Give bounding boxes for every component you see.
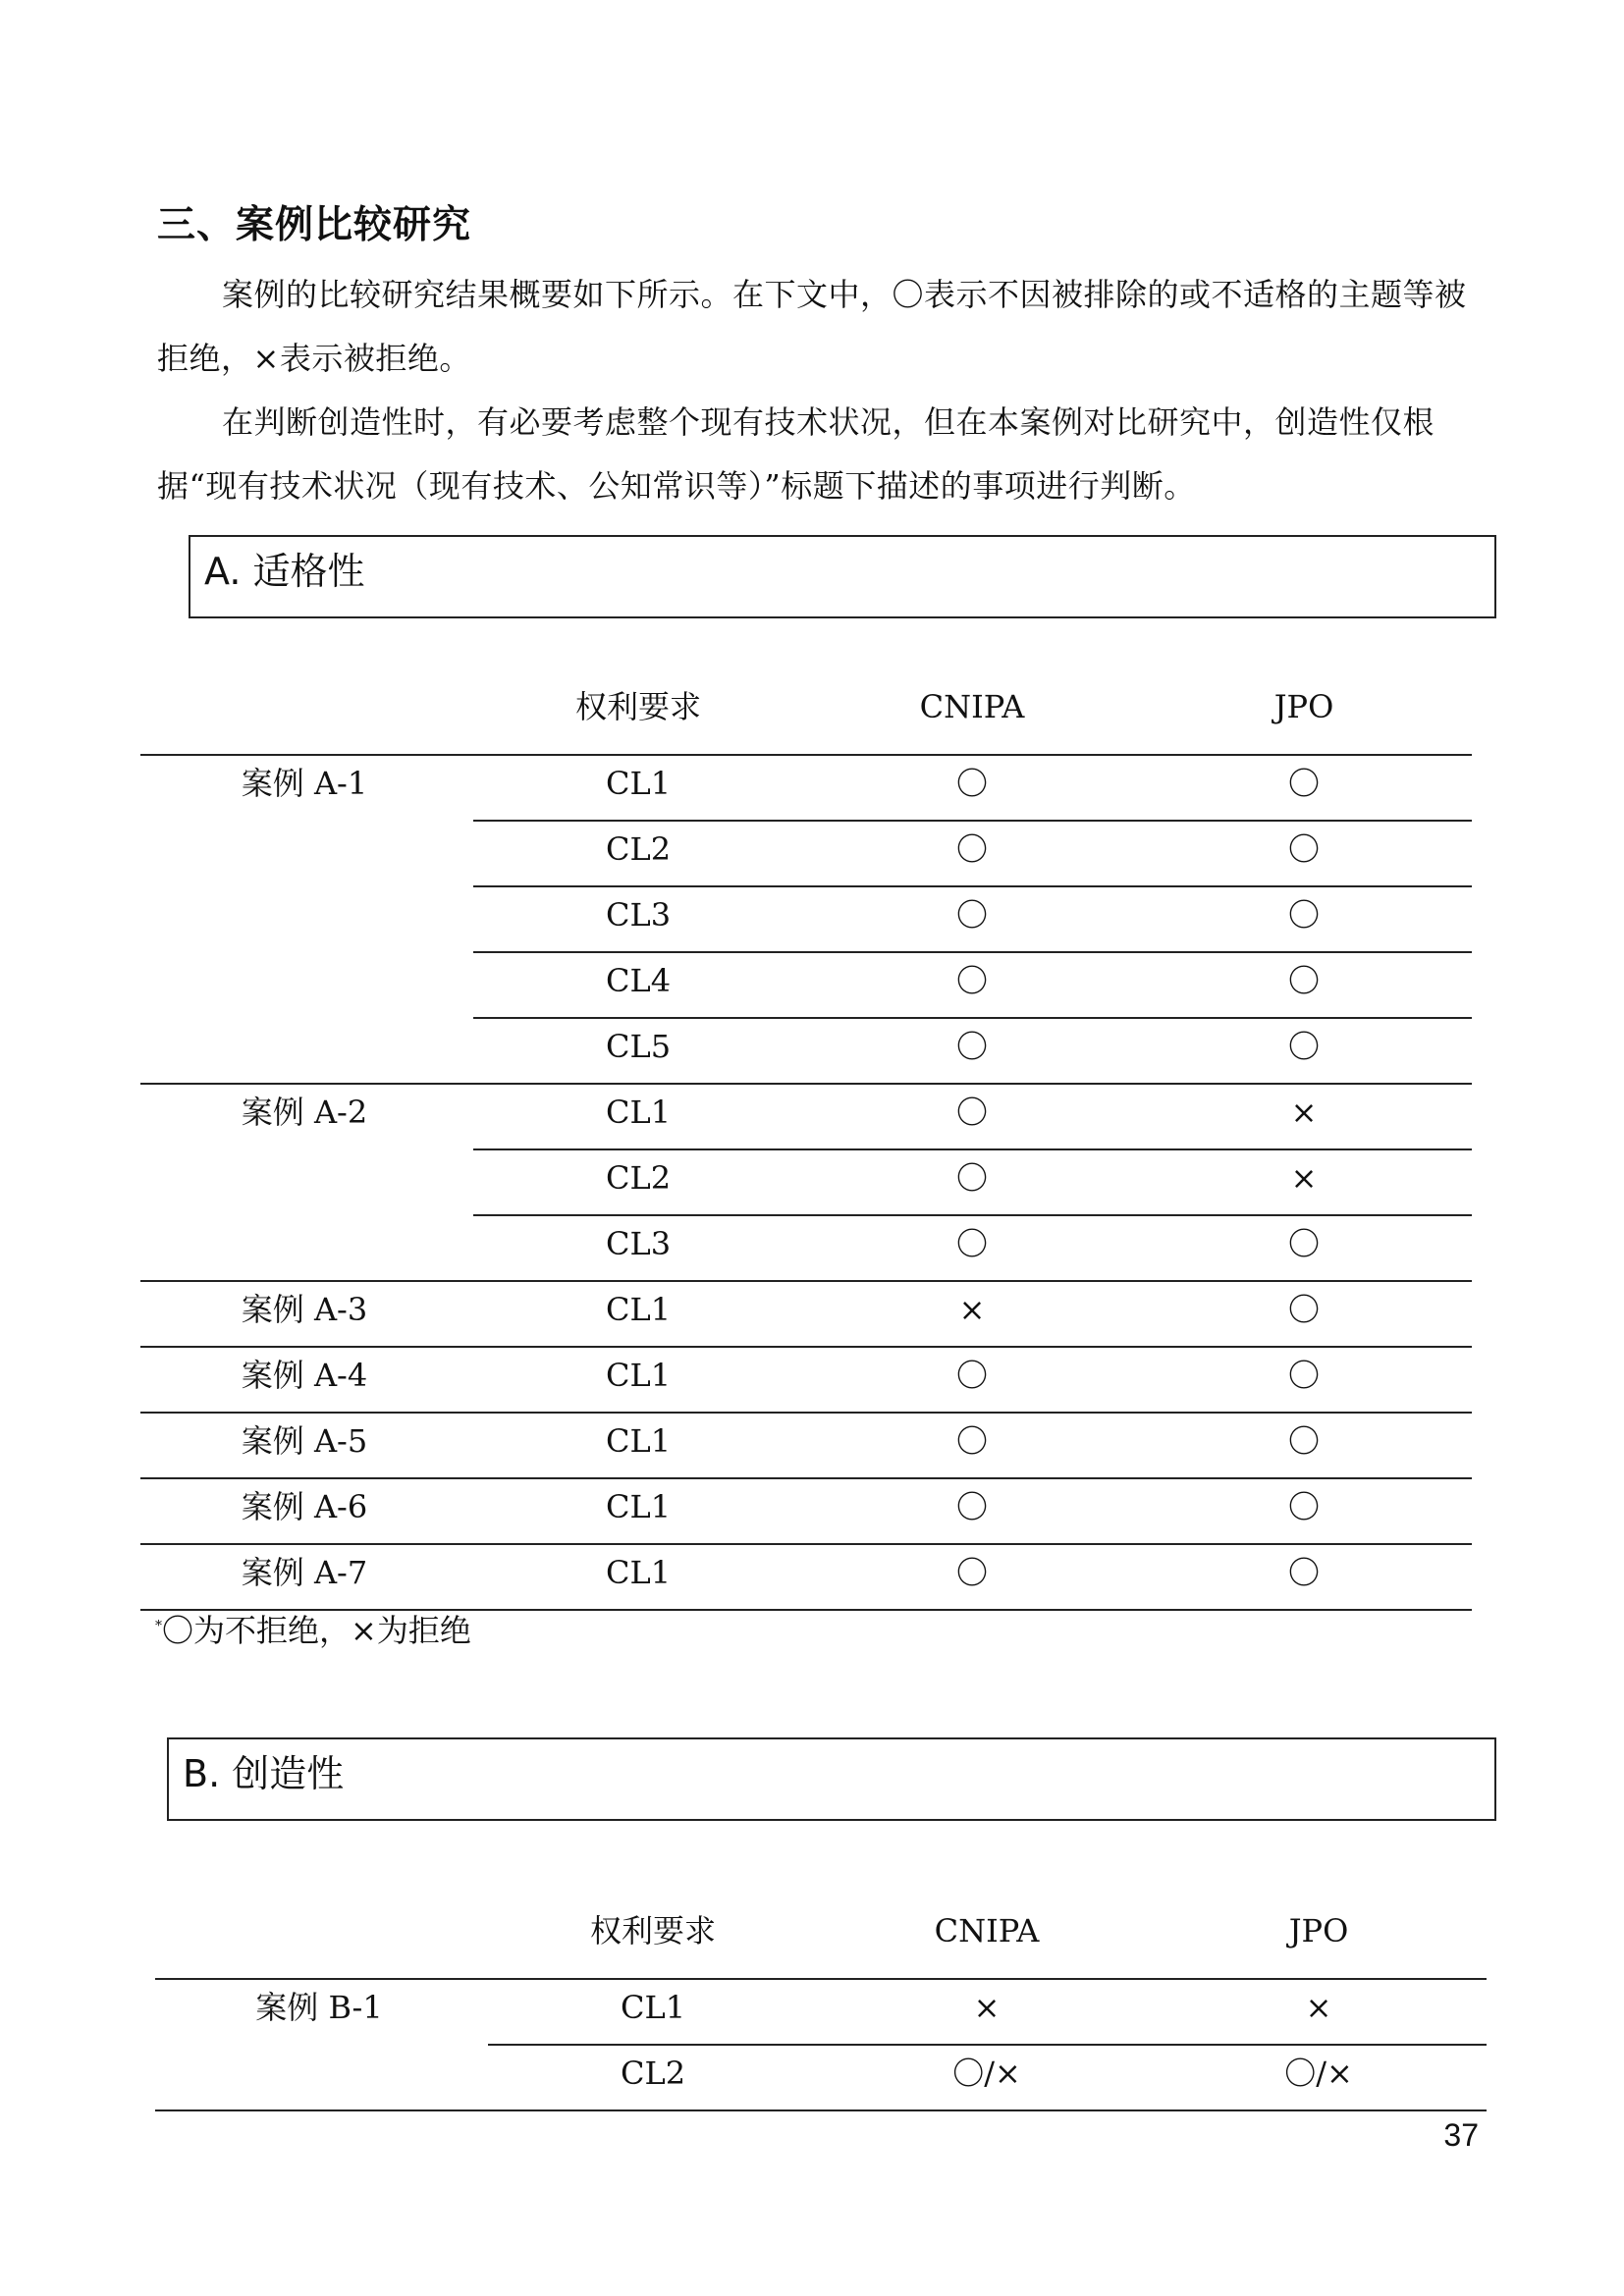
jpo-result-cell: 〇 bbox=[1287, 765, 1320, 802]
section-a-title: A. 适格性 bbox=[204, 550, 365, 593]
column-header: CNIPA bbox=[934, 1912, 1040, 1949]
group-rule bbox=[140, 1346, 1472, 1348]
jpo-result-cell: 〇/× bbox=[1284, 2055, 1353, 2092]
column-header: 权利要求 bbox=[574, 688, 701, 725]
claim-cell: CL2 bbox=[605, 830, 672, 868]
claim-cell: CL2 bbox=[605, 1159, 672, 1197]
group-rule bbox=[140, 1477, 1472, 1479]
jpo-result-cell: 〇 bbox=[1287, 1225, 1320, 1262]
cnipa-result-cell: 〇 bbox=[955, 1422, 988, 1460]
column-header: JPO bbox=[1273, 688, 1334, 725]
group-rule bbox=[140, 1412, 1472, 1414]
case-label: 案例 A-6 bbox=[241, 1488, 368, 1525]
case-label: 案例 A-3 bbox=[241, 1291, 368, 1328]
section-heading: 三、案例比较研究 bbox=[157, 203, 472, 247]
paragraph-1: 案例的比较研究结果概要如下所示。在下文中，〇表示不因被排除的或不适格的主题等被拒绝，×表示被拒绝。 bbox=[157, 276, 1467, 377]
cnipa-result-cell: 〇 bbox=[955, 765, 988, 802]
claim-cell: CL5 bbox=[605, 1028, 672, 1065]
cnipa-result-cell: 〇 bbox=[955, 962, 988, 999]
table-top-rule bbox=[155, 1978, 1487, 1980]
table-top-rule bbox=[140, 754, 1472, 756]
jpo-result-cell: 〇 bbox=[1287, 1422, 1320, 1460]
jpo-result-cell: 〇 bbox=[1287, 1488, 1320, 1525]
jpo-result-cell: 〇 bbox=[1287, 1291, 1320, 1328]
claim-cell: CL3 bbox=[605, 1225, 672, 1262]
row-rule bbox=[473, 951, 1472, 953]
case-label: 案例 A-7 bbox=[241, 1554, 368, 1591]
group-rule bbox=[140, 1083, 1472, 1085]
jpo-result-cell: × bbox=[1290, 1094, 1318, 1131]
group-rule bbox=[140, 1280, 1472, 1282]
claim-cell: CL1 bbox=[605, 765, 672, 802]
row-rule bbox=[473, 820, 1472, 822]
paragraph-2: 在判断创造性时，有必要考虑整个现有技术状况，但在本案例对比研究中，创造性仅根据“现有技术状况（现有技术、公知常识等）”标题下描述的事项进行判断。 bbox=[157, 403, 1435, 505]
claim-cell: CL1 bbox=[605, 1554, 672, 1591]
case-label: 案例 A-2 bbox=[241, 1094, 368, 1131]
case-label: 案例 A-5 bbox=[241, 1422, 368, 1460]
section-a-box bbox=[189, 535, 1496, 618]
claim-cell: CL1 bbox=[605, 1488, 672, 1525]
claim-cell: CL1 bbox=[605, 1422, 672, 1460]
row-rule bbox=[473, 885, 1472, 887]
table-a-footnote bbox=[155, 1606, 471, 1651]
case-label: 案例 B-1 bbox=[255, 1989, 383, 2026]
jpo-result-cell: 〇 bbox=[1287, 962, 1320, 999]
page-number: 37 bbox=[1443, 2117, 1479, 2153]
footnote-mark: * bbox=[155, 1618, 162, 1634]
claim-cell: CL2 bbox=[620, 2055, 686, 2092]
cnipa-result-cell: × bbox=[958, 1291, 986, 1328]
jpo-result-cell: 〇 bbox=[1287, 896, 1320, 934]
cnipa-result-cell: 〇 bbox=[955, 1225, 988, 1262]
claim-cell: CL3 bbox=[605, 896, 672, 934]
cnipa-result-cell: 〇 bbox=[955, 1159, 988, 1197]
jpo-result-cell: × bbox=[1305, 1989, 1332, 2026]
section-b-title: B. 创造性 bbox=[183, 1752, 345, 1795]
jpo-result-cell: × bbox=[1290, 1159, 1318, 1197]
row-rule bbox=[473, 1148, 1472, 1150]
row-rule bbox=[488, 2044, 1487, 2046]
group-rule bbox=[140, 1543, 1472, 1545]
claim-cell: CL4 bbox=[605, 962, 672, 999]
case-label: 案例 A-4 bbox=[241, 1357, 368, 1394]
cnipa-result-cell: 〇 bbox=[955, 1488, 988, 1525]
cnipa-result-cell: 〇 bbox=[955, 1554, 988, 1591]
row-rule bbox=[473, 1017, 1472, 1019]
claim-cell: CL1 bbox=[605, 1094, 672, 1131]
column-header: JPO bbox=[1288, 1912, 1349, 1949]
jpo-result-cell: 〇 bbox=[1287, 830, 1320, 868]
cnipa-result-cell: 〇 bbox=[955, 896, 988, 934]
jpo-result-cell: 〇 bbox=[1287, 1028, 1320, 1065]
footnote-text: 〇为不拒绝，×为拒绝 bbox=[162, 1612, 471, 1649]
cnipa-result-cell: × bbox=[973, 1989, 1001, 2026]
claim-cell: CL1 bbox=[620, 1989, 686, 2026]
cnipa-result-cell: 〇/× bbox=[952, 2055, 1021, 2092]
cnipa-result-cell: 〇 bbox=[955, 1094, 988, 1131]
column-header: 权利要求 bbox=[589, 1912, 716, 1949]
cnipa-result-cell: 〇 bbox=[955, 1357, 988, 1394]
jpo-result-cell: 〇 bbox=[1287, 1357, 1320, 1394]
section-b-box bbox=[167, 1737, 1496, 1821]
case-label: 案例 A-1 bbox=[241, 765, 368, 802]
row-rule bbox=[473, 1214, 1472, 1216]
claim-cell: CL1 bbox=[605, 1291, 672, 1328]
column-header: CNIPA bbox=[919, 688, 1025, 725]
cnipa-result-cell: 〇 bbox=[955, 830, 988, 868]
group-rule bbox=[155, 2109, 1487, 2111]
claim-cell: CL1 bbox=[605, 1357, 672, 1394]
cnipa-result-cell: 〇 bbox=[955, 1028, 988, 1065]
jpo-result-cell: 〇 bbox=[1287, 1554, 1320, 1591]
